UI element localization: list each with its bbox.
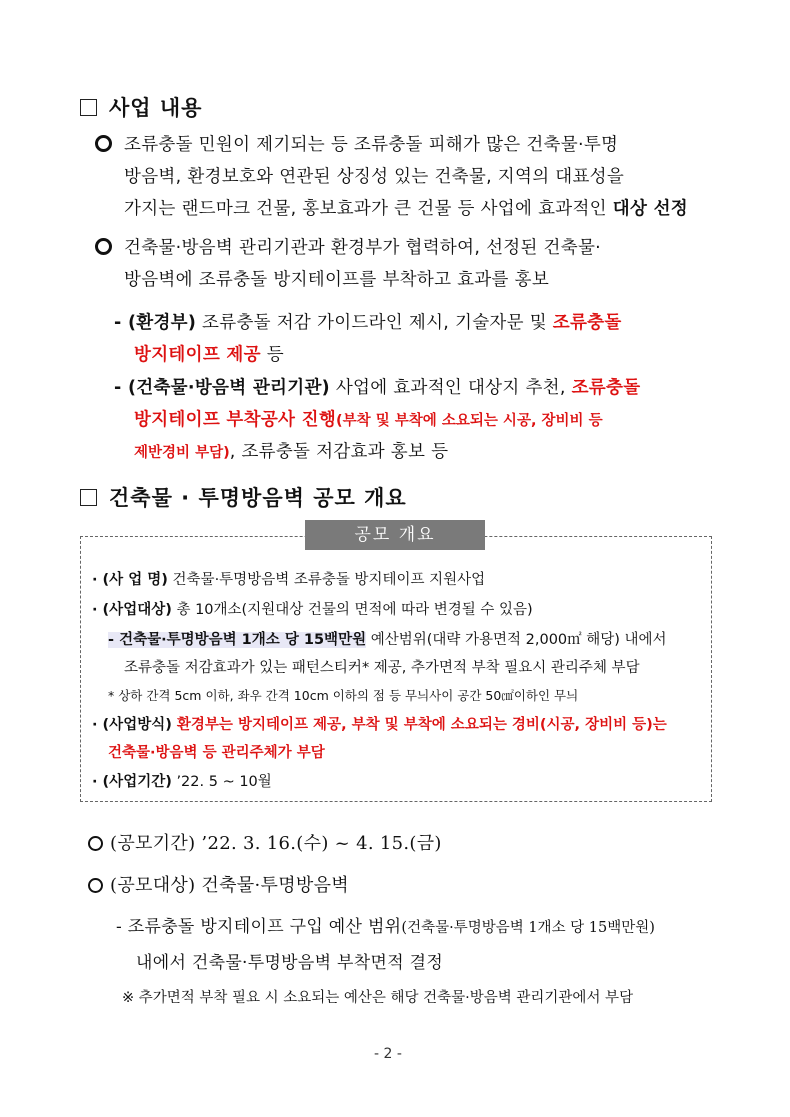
bullet-item-2 (95, 238, 112, 260)
bullet-1-line-2: 방음벽, 환경보호와 연관된 상징성 있는 건축물, 지역의 대표성을 (124, 167, 625, 187)
contest-target: (공모대상) 건축물·투명방음벽 (110, 875, 349, 896)
section-title-contest: 건축물 · 투명방음벽 공모 개요 (80, 482, 407, 512)
checkbox-square-icon (80, 489, 97, 506)
overview-row-method-line-2: 건축물·방음벽 등 관리주체가 부담 (108, 745, 325, 761)
dash-item-ministry: - (환경부) 조류충돌 저감 가이드라인 제시, 기술자문 및 조류충돌 (114, 313, 622, 333)
bullet-2-line-1: 건축물·방음벽 관리기관과 환경부가 협력하여, 선정된 건축물· (124, 238, 602, 258)
dash-item-agency-line-3: 제반경비 부담), 조류충돌 저감효과 홍보 등 (134, 442, 449, 462)
overview-footnote: * 상하 간격 5cm 이하, 좌우 간격 10cm 이하의 점 등 무늬사이 공간 50㎠이하인 무늬 (108, 688, 579, 703)
section-title-business: 사업 내용 (80, 92, 202, 122)
dash-item-agency-line-2: 방지테이프 부착공사 진행(부착 및 부착에 소요되는 시공, 장비비 등 (134, 410, 603, 430)
dash-item-ministry-line-2: 방지테이프 제공 등 (134, 345, 284, 365)
page-number: - 2 - (374, 1046, 402, 1062)
overview-row-method: · (사업방식) 환경부는 방지테이프 제공, 부착 및 부착에 소요되는 경비(시공, 장비비 등)는 (92, 717, 667, 733)
bullet-1-line-3: 가지는 랜드마크 건물, 홍보효과가 큰 건물 등 사업에 효과적인 대상 선정 (124, 199, 688, 219)
overview-row-budget-line-2: 조류충돌 저감효과가 있는 패턴스티커* 제공, 추가면적 부착 필요시 관리주체 부담 (124, 660, 640, 676)
bottom-bullet-1 (88, 836, 103, 855)
circle-bullet-icon (95, 135, 112, 152)
overview-row-target: · (사업대상) 총 10개소(지원대상 건물의 면적에 따라 변경될 수 있음) (92, 602, 533, 618)
bottom-bullet-2 (88, 878, 103, 897)
dash-item-agency: - (건축물·방음벽 관리기관) 사업에 효과적인 대상지 추천, 조류충돌 (114, 378, 641, 398)
contest-target-detail: - 조류충돌 방지테이프 구입 예산 범위(건축물·투명방음벽 1개소 당 15백만원) (116, 917, 655, 937)
circle-bullet-icon (88, 878, 103, 893)
bullet-1-line-1: 조류충돌 민원이 제기되는 등 조류충돌 피해가 많은 건축물·투명 (124, 135, 619, 155)
circle-bullet-icon (88, 836, 103, 851)
overview-row-project-name: · (사 업 명) 건축물·투명방음벽 조류충돌 방지테이프 지원사업 (92, 572, 486, 588)
circle-bullet-icon (95, 238, 112, 255)
contest-note: ※ 추가면적 부착 필요 시 소요되는 예산은 해당 건축물·방음벽 관리기관에서 부담 (122, 990, 634, 1006)
bullet-2-line-2: 방음벽에 조류충돌 방지테이프를 부착하고 효과를 홍보 (124, 270, 550, 290)
contest-period: (공모기간) ’22. 3. 16.(수) ~ 4. 15.(금) (110, 833, 442, 854)
contest-target-detail-line-2: 내에서 건축물·투명방음벽 부착면적 결정 (136, 953, 444, 973)
overview-row-budget: - 건축물·투명방음벽 1개소 당 15백만원 예산범위(대략 가용면적 2,000㎡ 해당) 내에서 (108, 632, 667, 648)
bullet-item-1 (95, 135, 112, 157)
overview-row-period: · (사업기간) ’22. 5 ~ 10월 (92, 774, 272, 790)
contest-overview-banner: 공모 개요 (305, 520, 485, 550)
checkbox-square-icon (80, 99, 97, 116)
